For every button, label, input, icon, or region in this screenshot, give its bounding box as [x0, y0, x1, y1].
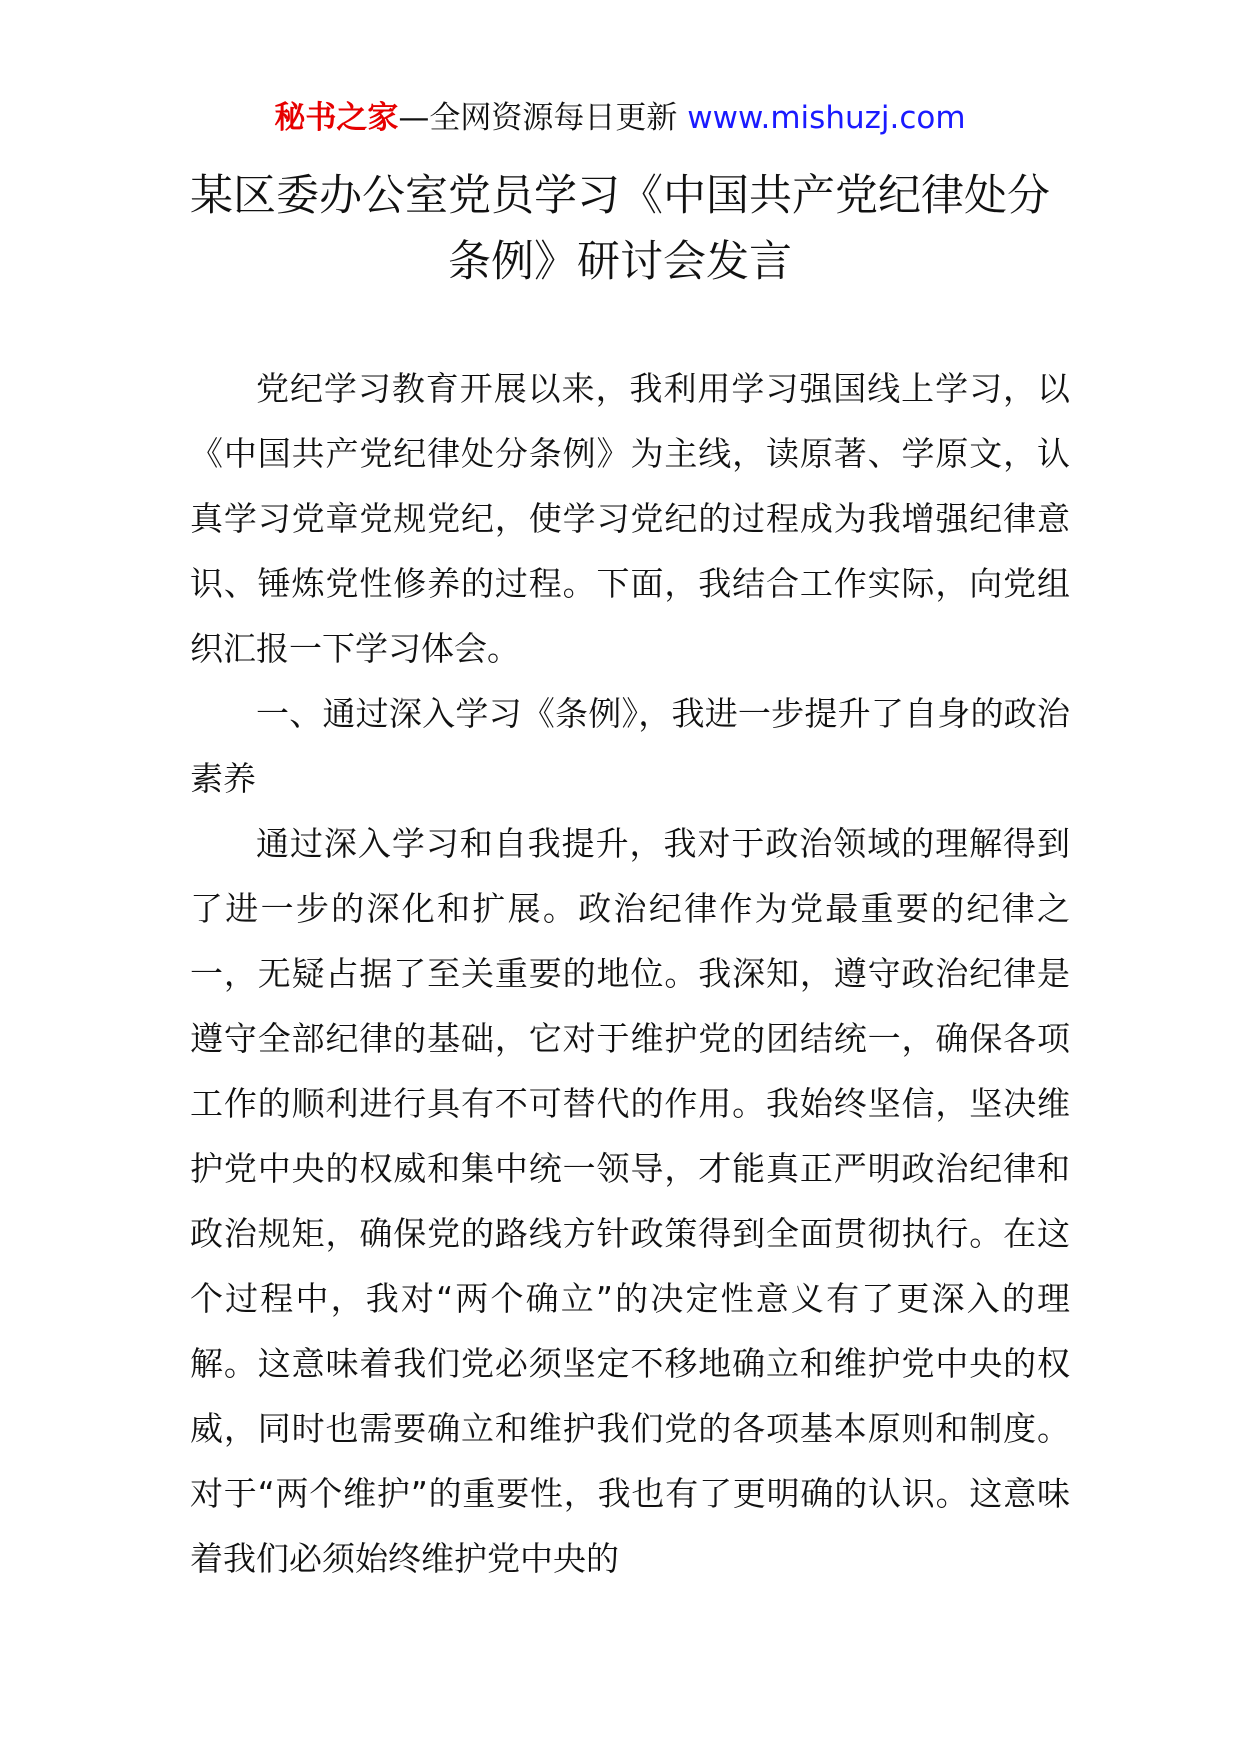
- document-title-line-1: 某区委办公室党员学习《中国共产党纪律处分: [190, 171, 1050, 221]
- section-heading-1: 一、通过深入学习《条例》，我进一步提升了自身的政治素养: [190, 694, 1070, 798]
- brand-name: 秘书之家: [274, 100, 399, 136]
- site-url-link[interactable]: www.mishuzj.com: [687, 100, 966, 136]
- intro-paragraph: 党纪学习教育开展以来，我利用学习强国线上学习，以《中国共产党纪律处分条例》为主线，读原著、学原文，认真学习党章党规党纪，使学习党纪的过程成为我增强纪律意识、锤炼党性修养的过程。下面，我结合工作实际，向党组织汇报一下学习体会。: [190, 369, 1070, 668]
- document-title-line-2: 条例》研讨会发言: [448, 237, 792, 287]
- header-tagline: —全网资源每日更新: [398, 100, 688, 136]
- document-title: [150, 163, 1090, 295]
- body-paragraph: 通过深入学习和自我提升，我对于政治领域的理解得到了进一步的深化和扩展。政治纪律作为党最重要的纪律之一，无疑占据了至关重要的地位。我深知，遵守政治纪律是遵守全部纪律的基础，它对于维护党的团结统一，确保各项工作的顺利进行具有不可替代的作用。我始终坚信，坚决维护党中央的权威和集中统一领导，才能真正严明政治纪律和政治规矩，确保党的路线方针政策得到全面贯彻执行。在这个过程中，我对“两个确立”的决定性意义有了更深入的理解。这意味着我们党必须坚定不移地确立和维护党中央的权威，同时也需要确立和维护我们党的各项基本原则和制度。对于“两个维护”的重要性，我也有了更明确的认识。这意味着我们必须始终维护党中央的: [190, 824, 1070, 1578]
- site-header: [0, 98, 1240, 138]
- document-body: [190, 356, 1070, 1591]
